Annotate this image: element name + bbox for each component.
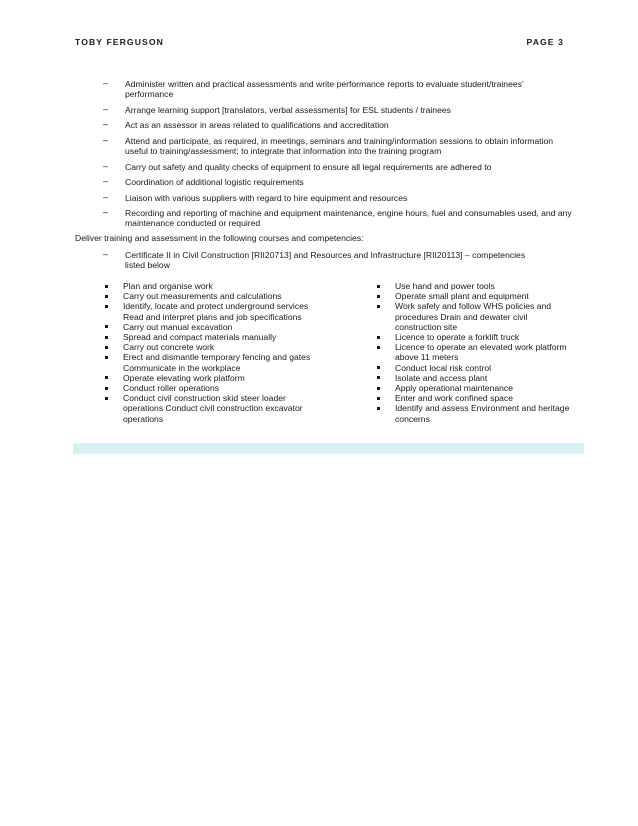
competency-text: Operate small plant and equipment: [395, 291, 529, 302]
competency-text: Carry out measurements and calculations: [123, 291, 282, 302]
square-bullet-icon: [377, 305, 380, 308]
duty-text: Carry out safety and quality checks of equipment to ensure all legal requirements are adhered to: [125, 161, 492, 172]
list-item: [103, 136, 573, 157]
competency-text: Use hand and power tools: [395, 281, 495, 291]
square-bullet-icon: [105, 336, 108, 339]
list-item: [103, 208, 573, 229]
header-name: TOBY FERGUSON: [75, 37, 164, 47]
competency-text: Conduct local risk control: [395, 362, 492, 373]
duty-text: Administer written and practical assessments and write performance reports to evaluate student/trainees’ performance: [125, 79, 524, 100]
training-intro: Deliver training and assessment in the following courses and competencies:: [75, 233, 364, 243]
dash-bullet-icon: –: [103, 176, 109, 187]
competency-text: Operate elevating work platform: [123, 372, 245, 383]
dash-bullet-icon: –: [103, 78, 109, 88]
square-bullet-icon: [105, 325, 108, 328]
list-item: [104, 352, 319, 372]
square-bullet-icon: [105, 305, 108, 308]
competency-text: Work safely and follow WHS policies and procedures Drain and dewater civil construction site: [395, 301, 552, 332]
square-bullet-icon: [105, 397, 108, 400]
square-bullet-icon: [377, 376, 380, 379]
competency-text: Conduct civil construction skid steer loader operations Conduct civil construction excavator operations: [123, 393, 303, 424]
duty-text: Liaison with various suppliers with regard to hire equipment and resources: [125, 192, 408, 203]
square-bullet-icon: [105, 346, 108, 349]
competencies-left-column: [104, 281, 319, 424]
square-bullet-icon: [377, 387, 380, 390]
list-item: [103, 250, 543, 271]
certificate-list: [103, 250, 543, 271]
duty-text: Arrange learning support [translators, verbal assessments] for ESL students / trainees: [125, 104, 451, 115]
page-header: [75, 37, 564, 47]
duty-text: Act as an assessor in areas related to qualifications and accreditation: [125, 120, 389, 131]
competency-text: Licence to operate an elevated work platform above 11 meters: [395, 342, 567, 363]
competency-text: Enter and work confined space: [395, 393, 513, 404]
list-item: [103, 193, 573, 203]
square-bullet-icon: [377, 285, 380, 288]
list-item: [376, 383, 576, 393]
competency-text: Identify and assess Environment and heritage concerns: [395, 403, 570, 424]
list-item: [104, 322, 319, 332]
square-bullet-icon: [105, 295, 108, 298]
header-page-number: PAGE 3: [526, 37, 564, 47]
list-item: [376, 291, 576, 301]
square-bullet-icon: [105, 376, 108, 379]
competency-text: Isolate and access plant: [395, 372, 488, 383]
list-item: [103, 162, 573, 172]
square-bullet-icon: [377, 366, 380, 369]
list-item: [376, 332, 576, 342]
square-bullet-icon: [105, 356, 108, 359]
square-bullet-icon: [377, 336, 380, 339]
list-item: [104, 301, 319, 321]
square-bullet-icon: [105, 387, 108, 390]
list-item: [376, 301, 576, 332]
list-item: [103, 79, 573, 100]
duty-text: Attend and participate, as required, in meetings, seminars and training/information sessions to obtain information useful to training/assessment; to integrate that information into the training program: [125, 135, 554, 157]
competency-text: Erect and dismantle temporary fencing and gates Communicate in the workplace: [123, 352, 311, 373]
square-bullet-icon: [377, 407, 380, 410]
competency-text: Carry out manual excavation: [123, 321, 233, 332]
list-item: [104, 291, 319, 301]
certificate-text: Certificate II in Civil Construction [RII20713] and Resources and Infrastructure [RII20113] – competencies listed below: [125, 250, 526, 271]
list-item: [376, 342, 576, 362]
list-item: [104, 342, 319, 352]
list-item: [103, 120, 573, 130]
list-item: [104, 332, 319, 342]
list-item: [104, 383, 319, 393]
dash-bullet-icon: –: [103, 119, 109, 130]
competency-text: Carry out concrete work: [123, 342, 215, 353]
square-bullet-icon: [105, 285, 108, 288]
competency-text: Conduct roller operations: [123, 383, 220, 394]
dash-bullet-icon: –: [103, 206, 109, 217]
competency-text: Apply operational maintenance: [395, 383, 514, 394]
competency-text: Spread and compact materials manually: [123, 332, 277, 343]
dash-bullet-icon: –: [103, 191, 109, 202]
competency-text: Licence to operate a forklift truck: [395, 332, 520, 343]
list-item: [103, 177, 573, 187]
dash-bullet-icon: –: [103, 160, 109, 171]
list-item: [376, 281, 576, 291]
list-item: [104, 373, 319, 383]
dash-bullet-icon: –: [103, 103, 109, 114]
competency-text: Identify, locate and protect underground services Read and interpret plans and job specifications: [123, 301, 309, 322]
competencies-right-column: [376, 281, 576, 424]
competency-text: Plan and organise work: [123, 281, 213, 291]
dash-bullet-icon: –: [103, 134, 109, 145]
duty-text: Coordination of additional logistic requirements: [125, 177, 304, 188]
dash-bullet-icon: –: [103, 249, 109, 259]
list-item: [376, 403, 576, 423]
duty-text: Recording and reporting of machine and equipment maintenance, engine hours, fuel and consumables used, and any maintenance conducted or required: [125, 207, 572, 229]
list-item: [376, 373, 576, 383]
square-bullet-icon: [377, 295, 380, 298]
list-item: [376, 363, 576, 373]
list-item: [104, 393, 319, 424]
list-item: [103, 105, 573, 115]
list-item: [104, 281, 319, 291]
duties-list: [103, 79, 573, 234]
list-item: [376, 393, 576, 403]
square-bullet-icon: [377, 346, 380, 349]
square-bullet-icon: [377, 397, 380, 400]
section-divider-bar: [73, 443, 584, 454]
